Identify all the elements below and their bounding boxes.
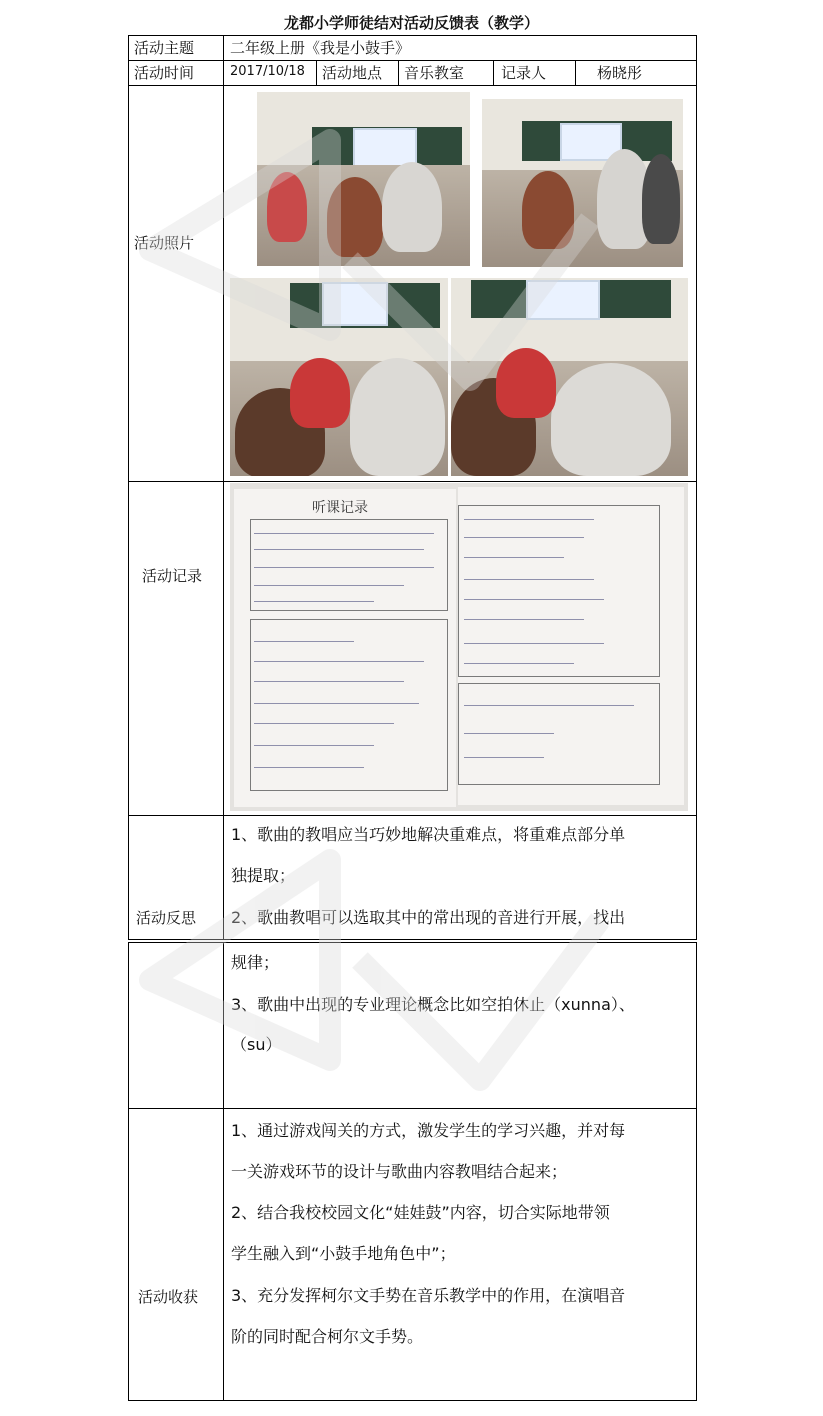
classroom-photo	[257, 92, 470, 266]
reflection-line: 2、歌曲教唱可以选取其中的常出现的音进行开展，找出	[231, 908, 626, 927]
gain-line: 阶的同时配合柯尔文手势。	[231, 1327, 424, 1346]
theme-label: 活动主题	[134, 39, 195, 57]
gain-line: 学生融入到“小鼓手地角色中”；	[231, 1244, 456, 1263]
gain-label: 活动收获	[138, 1288, 199, 1306]
cell-divider	[575, 60, 576, 85]
reflection-line: 规律；	[231, 953, 280, 972]
gain-line: 1、通过游戏闯关的方式，激发学生的学习兴趣，并对每	[231, 1121, 626, 1140]
gain-line: 一关游戏环节的设计与歌曲内容教唱结合起来；	[231, 1162, 568, 1181]
theme-value: 二年级上册《我是小鼓手》	[230, 39, 411, 57]
cell-divider	[493, 60, 494, 85]
cell-divider	[316, 60, 317, 85]
place-value: 音乐教室	[404, 64, 465, 82]
reflection-line: 独提取；	[231, 866, 296, 885]
form-title: 龙都小学师徒结对活动反馈表（教学）	[283, 14, 539, 32]
row-divider	[128, 1108, 697, 1109]
row-divider	[128, 60, 697, 61]
reflection-line: 3、歌曲中出现的专业理论概念比如空拍休止（xunna）、	[231, 995, 635, 1014]
recorder-value: 杨晓彤	[597, 64, 643, 82]
reflection-line: 1、歌曲的教唱应当巧妙地解决重难点，将重难点部分单	[231, 825, 626, 844]
gain-line: 3、充分发挥柯尔文手势在音乐教学中的作用，在演唱音	[231, 1286, 626, 1305]
photos-label: 活动照片	[134, 234, 195, 252]
notebook-heading: 听课记录	[312, 500, 368, 516]
cell-divider	[398, 60, 399, 85]
label-column-divider	[223, 35, 224, 940]
classroom-photo	[482, 99, 683, 267]
time-label: 活动时间	[134, 64, 195, 82]
classroom-photo	[230, 278, 448, 476]
record-label: 活动记录	[142, 567, 203, 585]
lesson-notebook-photo	[230, 483, 688, 811]
place-label: 活动地点	[322, 64, 383, 82]
gain-line: 2、结合我校校园文化“娃娃鼓”内容，切合实际地带领	[231, 1203, 610, 1222]
classroom-photo	[451, 278, 688, 476]
row-divider	[128, 85, 697, 86]
label-column-divider	[223, 942, 224, 1401]
time-value: 2017/10/18	[230, 64, 305, 79]
row-divider	[128, 481, 697, 482]
reflection-line: （su）	[231, 1035, 282, 1054]
recorder-label: 记录人	[501, 64, 547, 82]
reflection-label: 活动反思	[136, 909, 197, 927]
